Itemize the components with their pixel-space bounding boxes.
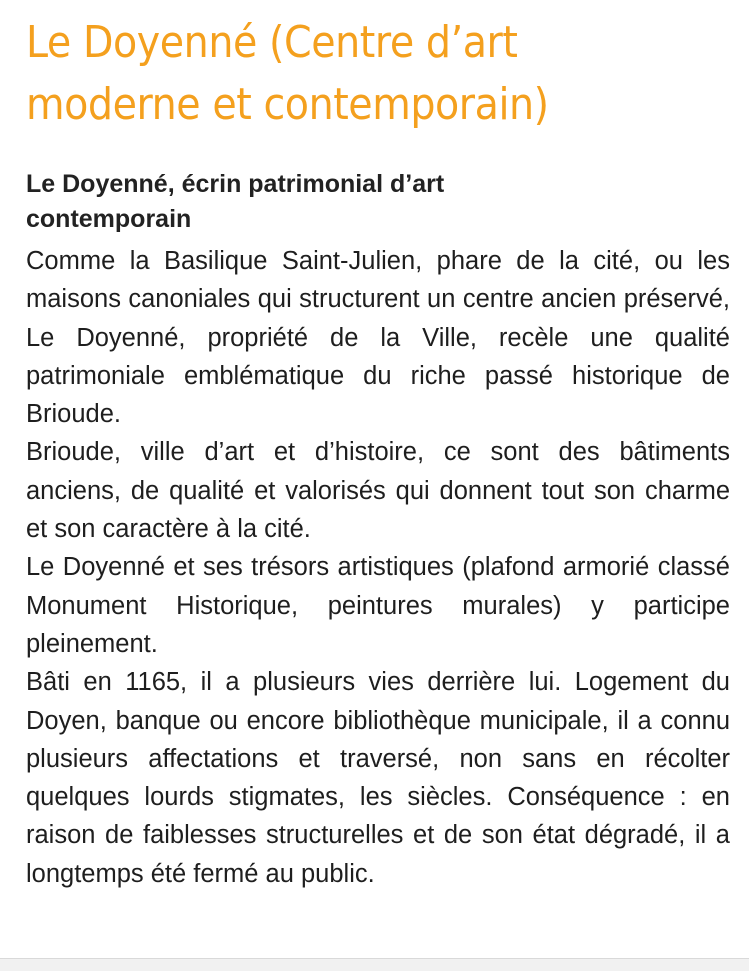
article-body bbox=[26, 242, 730, 893]
page-title: Le Doyenné (Centre d’art moderne et contemporain) bbox=[26, 17, 549, 130]
paragraph: Brioude, ville d’art et d’histoire, ce sont des bâtiments anciens, de qualité et valorisés qui donnent tout son charme et son caractère à la cité. bbox=[26, 438, 730, 544]
browser-bottom-bar bbox=[0, 958, 749, 971]
paragraph: Le Doyenné et ses trésors artistiques (plafond armorié classé Monument Historique, peintures murales) y participe pleinement. bbox=[26, 553, 730, 658]
paragraph: Comme la Basilique Saint-Julien, phare de la cité, ou les maisons canoniales qui structurent un centre ancien préservé, Le Doyenné, propriété de la Ville, recèle une qualité patrimoniale emblématique du riche passé historique de Brioude. bbox=[26, 247, 730, 429]
paragraph: Bâti en 1165, il a plusieurs vies derrière lui. Logement du Doyen, banque ou encore bibliothèque municipale, il a connu plusieurs affectations et traversé, non sans en récolter quelques lourds stigmates, les siècles. Conséquence : en raison de faiblesses structurelles et de son état dégradé, il a longtemps été fermé au public. bbox=[26, 668, 730, 888]
section-subtitle: Le Doyenné, écrin patrimonial d’art contemporain bbox=[26, 170, 445, 233]
